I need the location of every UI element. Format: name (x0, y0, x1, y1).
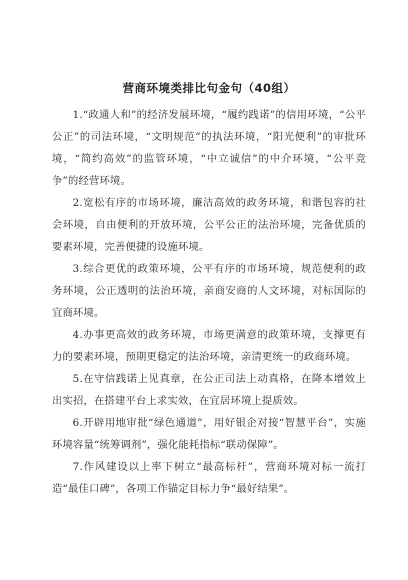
paragraph-6: 6.开辟用地审批“绿色通道”，用好银企对接“智慧平台”，实施环境容量“统筹调剂”，强化能耗指标“联动保障”。 (52, 417, 366, 451)
paragraph-5: 5.在守信践诺上见真章，在公正司法上动真格，在降本增效上出实招，在搭建平台上求实效，在宜居环境上提质效。 (52, 373, 366, 407)
paragraph-2: 2.宽松有序的市场环境，廉洁高效的政务环境，和谐包容的社会环境，自由便利的开放环境，公平公正的法治环境，完备优质的要素环境，完善便捷的设施环境。 (52, 197, 366, 253)
paragraph-4: 4.办事更高效的政务环境，市场更满意的政策环境，支撑更有力的要素环境，预期更稳定的法治环境，亲清更统一的政商环境。 (52, 329, 366, 363)
paragraph-7: 7.作风建设以上率下树立“最高标杆”，营商环境对标一流打造“最佳口碑”，各项工作锚定目标力争“最好结果”。 (52, 461, 366, 495)
paragraph-3: 3.综合更优的政策环境，公平有序的市场环境，规范便利的政务环境，公正透明的法治环境，亲商安商的人文环境，对标国际的宜商环境。 (52, 263, 366, 319)
document-title: 营商环境类排比句金句（40组） (122, 81, 296, 95)
paragraph-1: 1.“政通人和”的经济发展环境，“履约践诺”的信用环境，“公平公正”的司法环境，“文明规范”的执法环境，“阳光便利”的审批环境，“简约高效”的监管环境，“中立诚信”的中介环境，“公平竞争”的经营环境。 (52, 109, 366, 187)
